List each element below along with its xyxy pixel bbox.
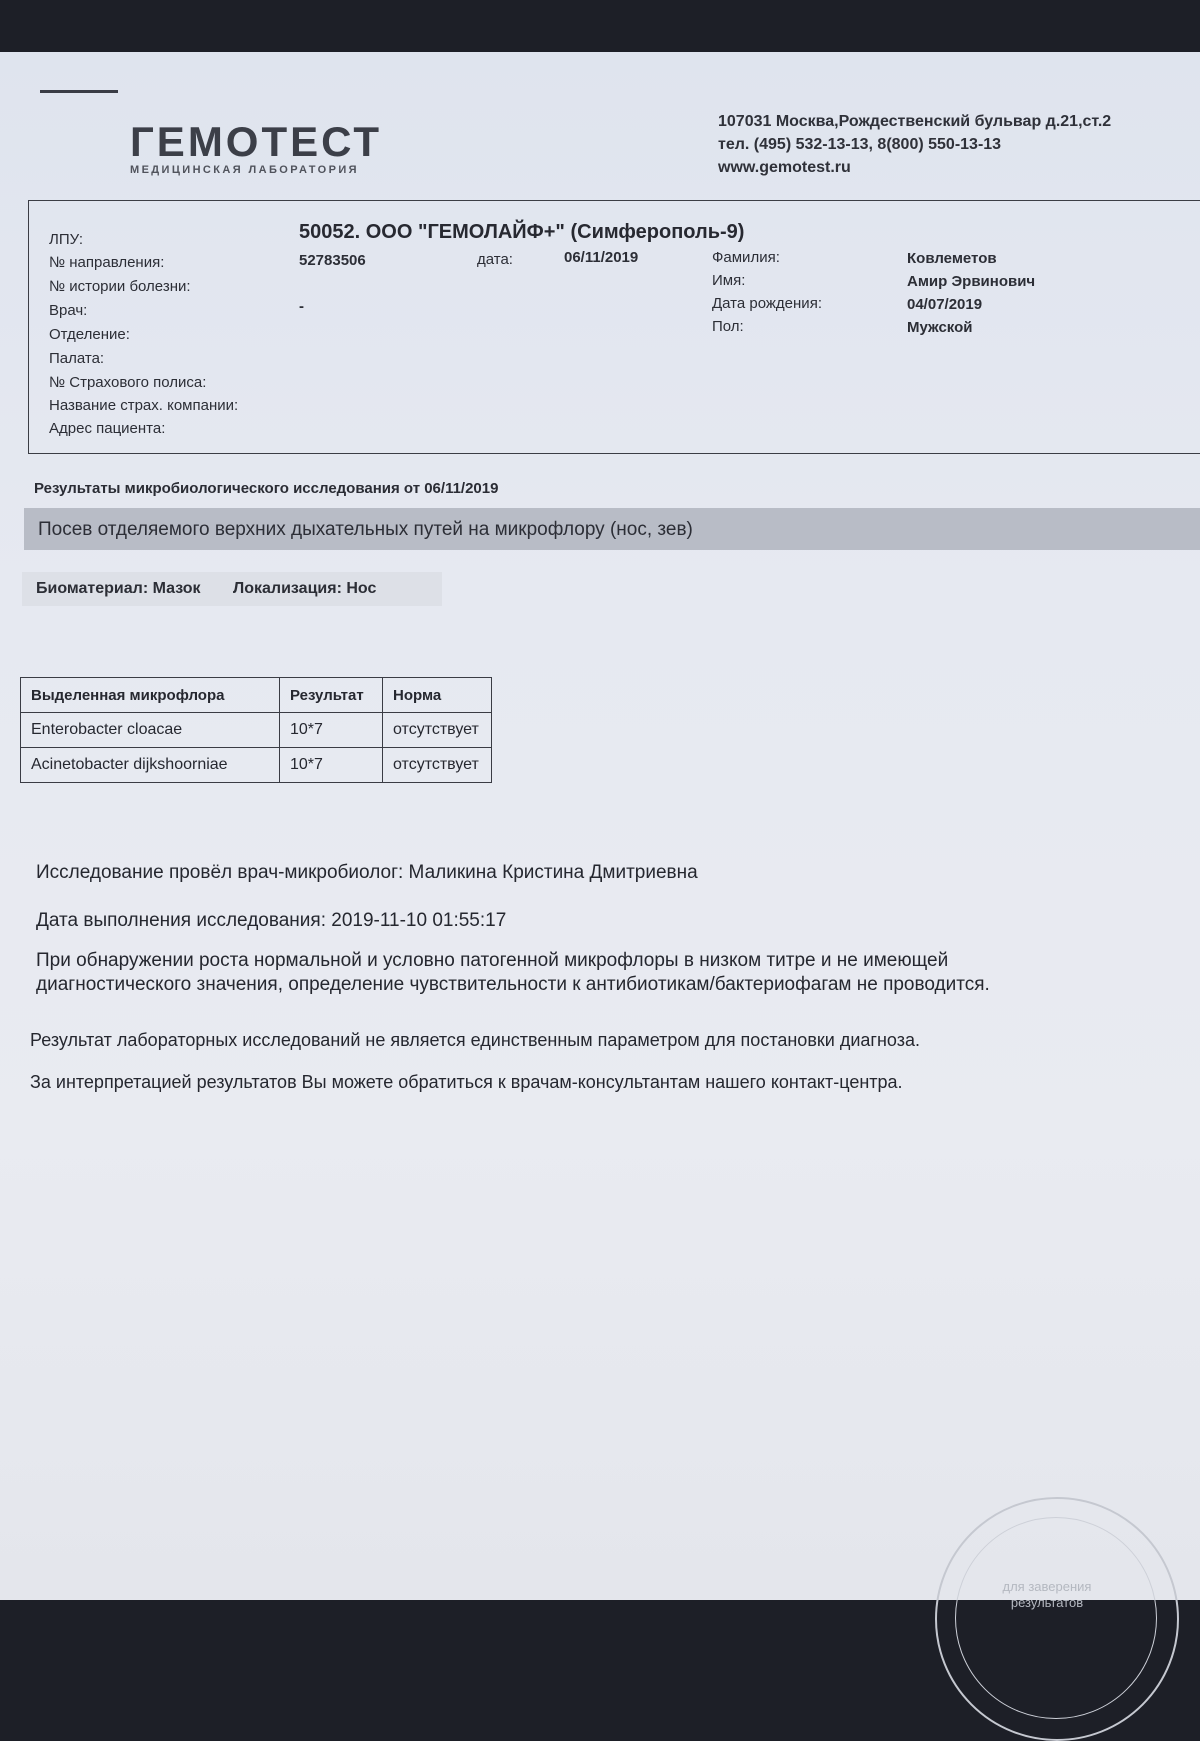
cell-microflora: Enterobacter cloacae [21,713,280,748]
lab-contacts [718,110,1111,179]
note-line-2: диагностического значения, определение чувствительности к антибиотикам/бактериофагам не проводится. [36,974,990,995]
referral-value: 52783506 [299,252,366,269]
test-title-band [24,508,1200,550]
stamp-text: для заверения результатов [1002,1579,1092,1610]
lab-logo [130,118,383,176]
surname-value: Ковлеметов [907,250,997,267]
table-row [21,713,492,748]
date-value: 06/11/2019 [564,249,639,266]
performed-by: Исследование провёл врач-микробиолог: Маликина Кристина Дмитриевна [36,862,698,883]
doctor-label: Врач: [49,302,88,319]
biomaterial-band [22,572,442,606]
cell-norm: отсутствует [383,748,492,783]
table-row [21,748,492,783]
logo-subtitle: МЕДИЦИНСКАЯ ЛАБОРАТОРИЯ [130,164,359,176]
top-dash [40,90,118,93]
localization: Локализация: Нос [233,580,377,597]
policy-label: № Страхового полиса: [49,374,207,391]
biomaterial: Биоматериал: Мазок [36,580,201,597]
doctor-value: - [299,298,304,315]
name-value: Амир Эрвинович [907,273,1036,290]
date-label: дата: [477,251,513,268]
sex-label: Пол: [712,318,744,335]
logo-main-text: ГЕМОТЕСТ [130,118,383,165]
lab-address: 107031 Москва,Рождественский бульвар д.21,ст.2 [718,113,1112,130]
results-table [20,677,492,783]
birth-value: 04/07/2019 [907,296,983,313]
referral-label: № направления: [49,254,165,271]
stamp-inner-ring [955,1517,1157,1719]
department-label: Отделение: [49,326,130,343]
note-line-1: При обнаружении роста нормальной и условно патогенной микрофлоры в низком титре и не имеющей [36,950,949,971]
table-header-row [21,678,492,713]
cell-microflora: Acinetobacter dijkshoorniae [21,748,280,783]
ward-label: Палата: [49,350,105,367]
document-page [0,52,1200,1610]
lpu-label: ЛПУ: [49,231,83,248]
header-result: Результат [280,678,383,713]
sex-value: Мужской [907,319,973,336]
biomaterial-line [36,580,404,598]
header-microflora: Выделенная микрофлора [21,678,280,713]
surname-label: Фамилия: [712,249,780,266]
lpu-value: 50052. ООО "ГЕМОЛАЙФ+" (Симферополь-9) [299,221,745,243]
contact-note: За интерпретацией результатов Вы можете обратиться к врачам-консультантам нашего контакт-центра. [30,1072,903,1092]
stamp [935,1497,1179,1741]
birth-label: Дата рождения: [712,295,822,312]
test-title: Посев отделяемого верхних дыхательных путей на микрофлору (нос, зев) [38,519,693,540]
lab-website: www.gemotest.ru [718,159,851,176]
cell-norm: отсутствует [383,713,492,748]
insurer-label: Название страх. компании: [49,397,239,414]
disclaimer: Результат лабораторных исследований не является единственным параметром для постановки диагноза. [30,1030,920,1050]
header-norm: Норма [383,678,492,713]
patient-info-box [28,200,1200,454]
history-label: № истории болезни: [49,278,191,295]
cell-result: 10*7 [280,748,383,783]
date-performed: Дата выполнения исследования: 2019-11-10 01:55:17 [36,910,507,931]
cell-result: 10*7 [280,713,383,748]
patient-address-label: Адрес пациента: [49,420,166,437]
results-heading: Результаты микробиологического исследования от 06/11/2019 [34,480,499,497]
lab-phones: тел. (495) 532-13-13, 8(800) 550-13-13 [718,136,1002,153]
name-label: Имя: [712,272,746,289]
